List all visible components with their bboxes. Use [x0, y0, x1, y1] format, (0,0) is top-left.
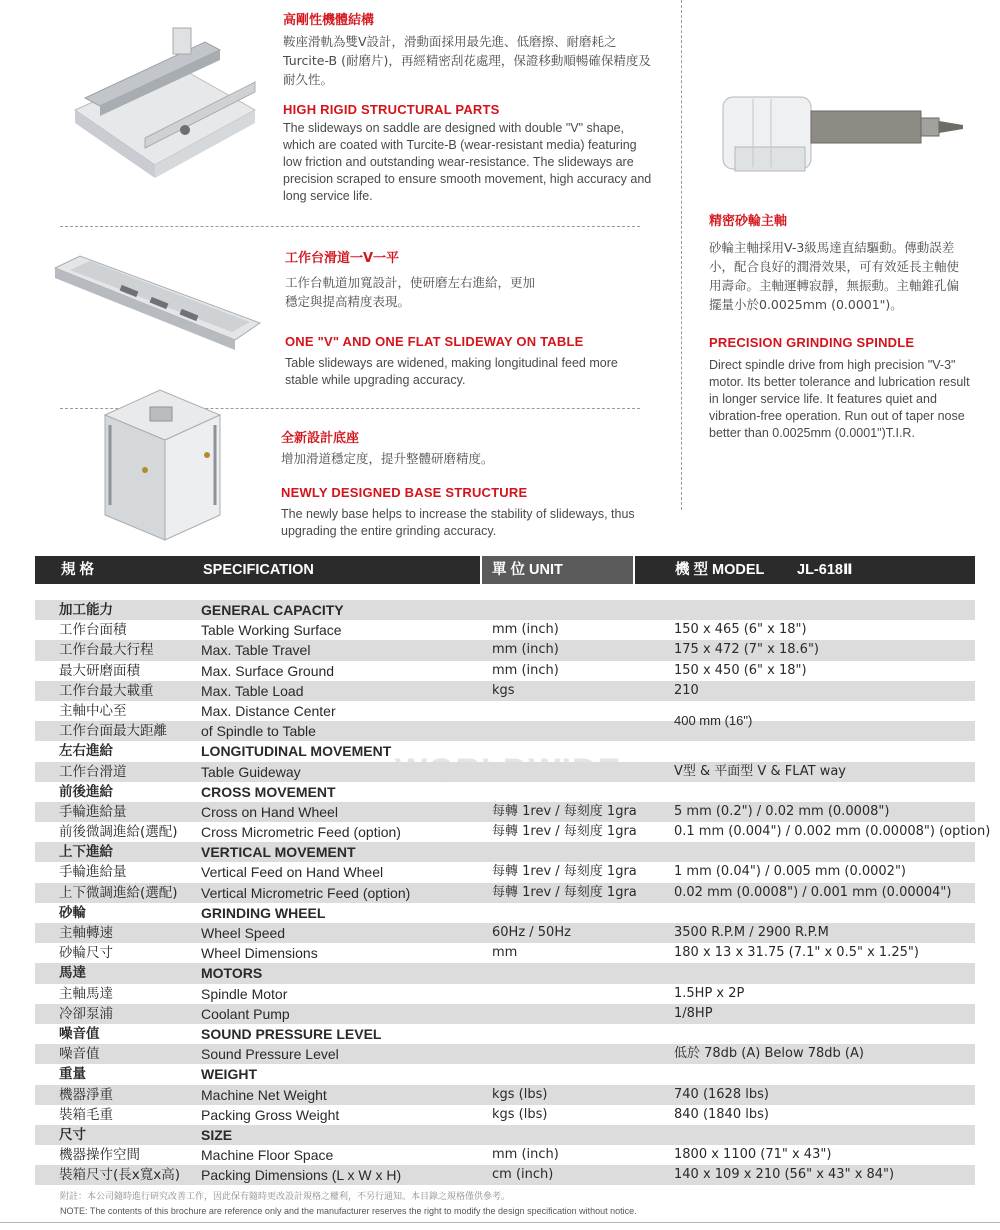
- spec-row: [35, 762, 975, 782]
- spec-zh-cell: 加工能力: [59, 602, 113, 618]
- spindle-photo: [715, 85, 970, 180]
- spec-zh-cell: 工作台面積: [59, 622, 127, 639]
- spec-section-row: [35, 903, 975, 923]
- spec-row: [35, 640, 975, 660]
- spec-unit-cell: kgs (lbs): [492, 1086, 548, 1102]
- spec-unit-cell: 每轉 1rev / 每刻度 1gra: [492, 864, 637, 880]
- spec-en-cell: GENERAL CAPACITY: [201, 602, 344, 618]
- spec-unit-cell: mm (inch): [492, 1147, 559, 1163]
- spec-model-cell: 840 (1840 lbs): [674, 1106, 769, 1122]
- spec-en-cell: Vertical Micrometric Feed (option): [201, 884, 411, 901]
- spec-zh-cell: 裝箱毛重: [59, 1106, 113, 1123]
- spec-model-cell: 1.5HP x 2P: [674, 985, 745, 1001]
- spec-section-row: [35, 1024, 975, 1044]
- spec-en-cell: Cross Micrometric Feed (option): [201, 824, 401, 841]
- spec-zh-cell: 裝箱尺寸(長x寬x高): [59, 1167, 181, 1184]
- spec-model-cell: 140 x 109 x 210 (56" x 43" x 84"): [674, 1167, 895, 1183]
- spec-en-cell: Cross on Hand Wheel: [201, 803, 338, 820]
- header-en: SPECIFICATION: [203, 562, 314, 578]
- spec-en-cell: Wheel Dimensions: [201, 945, 318, 962]
- spec-zh-cell: 手輪進給量: [59, 803, 127, 820]
- notes: [60, 1190, 637, 1218]
- spec-unit-cell: mm (inch): [492, 642, 559, 658]
- note-en: NOTE: The contents of this brochure are reference only and the manufacturer reserves the right to modify the design specification without notice.: [60, 1206, 637, 1216]
- spec-row: [35, 620, 975, 640]
- spec-model-cell: 210: [674, 682, 699, 698]
- table-text-block: [285, 250, 625, 389]
- spec-zh-cell: 上下微調進給(選配): [59, 884, 178, 901]
- spindle-zh-body: 砂輪主軸採用V-3級馬達直結驅動。傳動誤差小，配合良好的潤滑效果，可有效延長主軸使用壽命。主軸運轉寂靜，無振動。主軸錐孔偏擺量小於0.0025mm (0.0001")。: [709, 240, 960, 312]
- rigid-text-block: [283, 12, 655, 205]
- spec-section-row: [35, 842, 975, 862]
- spec-section-row: [35, 1064, 975, 1084]
- spec-zh-cell: 工作台滑道: [59, 763, 127, 780]
- header-unit: 單 位 UNIT: [482, 556, 633, 584]
- spec-en-cell: Table Guideway: [201, 763, 301, 780]
- bottom-rule: [0, 1222, 1000, 1223]
- spec-row: [35, 883, 975, 903]
- spec-row: [35, 701, 975, 721]
- spec-model-cell: 150 x 450 (6" x 18"): [674, 662, 807, 678]
- spec-zh-cell: 工作台最大載重: [59, 682, 154, 699]
- base-zh-title: 全新設計底座: [281, 431, 360, 446]
- spec-en-cell: Coolant Pump: [201, 1005, 290, 1022]
- spec-en-cell: Spindle Motor: [201, 985, 288, 1002]
- spec-model-cell: 1/8HP: [674, 1005, 713, 1021]
- spec-zh-cell: 砂輪: [59, 904, 86, 921]
- spec-zh-cell: 主軸轉速: [59, 925, 113, 941]
- spec-section-row: [35, 1125, 975, 1145]
- spec-zh-cell: 前後進給: [59, 783, 113, 800]
- rigid-zh-title: 高剛性機體結構: [283, 13, 375, 28]
- spec-unit-cell: cm (inch): [492, 1167, 554, 1183]
- spec-en-cell: VERTICAL MOVEMENT: [201, 844, 356, 861]
- spec-en-cell: Sound Pressure Level: [201, 1046, 339, 1063]
- header-model-label: 機 型 MODEL: [675, 562, 765, 578]
- spec-en-cell: GRINDING WHEEL: [201, 904, 326, 921]
- spec-en-cell: SIZE: [201, 1126, 233, 1143]
- spec-row: [35, 984, 975, 1004]
- spec-zh-cell: 最大研磨面積: [59, 662, 140, 679]
- spec-model-cell: 0.1 mm (0.004") / 0.002 mm (0.00008") (option): [674, 824, 991, 840]
- spec-unit-cell: kgs (lbs): [492, 1106, 548, 1122]
- spec-unit-cell: mm (inch): [492, 662, 559, 678]
- spec-section-row: [35, 600, 975, 620]
- spec-en-cell: Max. Distance Center: [201, 702, 336, 719]
- spec-en-cell: CROSS MOVEMENT: [201, 783, 336, 800]
- spec-zh-cell: 機器操作空間: [59, 1147, 140, 1164]
- base-en-body: The newly base helps to increase the stability of slideways, thus upgrading the entire grinding accuracy.: [281, 507, 635, 538]
- spindle-text-block: [709, 213, 971, 442]
- base-text-block: [281, 430, 651, 540]
- spec-row: [35, 1044, 975, 1064]
- spec-zh-cell: 馬達: [59, 965, 86, 982]
- spec-row: [35, 943, 975, 963]
- spec-row: [35, 1105, 975, 1125]
- spec-en-cell: Max. Table Travel: [201, 642, 311, 659]
- base-zh-body: 增加滑道穩定度，提升整體研磨精度。: [281, 451, 494, 466]
- spec-section-row: [35, 741, 975, 761]
- spec-zh-cell: 尺寸: [59, 1126, 86, 1143]
- spec-en-cell: Vertical Feed on Hand Wheel: [201, 864, 384, 881]
- base-photo: [95, 385, 225, 545]
- base-en-title: NEWLY DESIGNED BASE STRUCTURE: [281, 485, 528, 500]
- spec-row: [35, 802, 975, 822]
- spec-model-cell: 1 mm (0.04") / 0.005 mm (0.0002"): [674, 864, 906, 880]
- spec-en-cell: Max. Table Load: [201, 682, 304, 699]
- spec-zh-cell: 重量: [59, 1066, 86, 1083]
- spec-unit-cell: 每轉 1rev / 每刻度 1gra: [492, 824, 637, 840]
- header-zh: 規 格: [61, 562, 95, 578]
- column-divider: [681, 0, 682, 510]
- spec-en-cell: Machine Floor Space: [201, 1147, 334, 1164]
- spec-zh-cell: 左右進給: [59, 743, 113, 760]
- spec-unit-cell: mm (inch): [492, 622, 559, 638]
- spec-unit-cell: kgs: [492, 682, 515, 698]
- rigid-en-body: The slideways on saddle are designed with double "V" shape, which are coated with Turcite-B (wear-resistant media) featuring low friction and outstanding wear-resistance. The slideways are precision scraped to ensure smooth movement, high accuracy and long service life.: [283, 121, 652, 203]
- spec-row: [35, 721, 975, 741]
- table-slideway-photo: [50, 248, 265, 353]
- spec-en-cell: Wheel Speed: [201, 925, 286, 941]
- spec-zh-cell: 工作台最大行程: [59, 642, 154, 659]
- spec-zh-cell: 砂輪尺寸: [59, 945, 113, 962]
- spec-en-cell: Max. Surface Ground: [201, 662, 335, 679]
- spec-header: [35, 556, 975, 584]
- spec-zh-cell: 主軸中心至: [59, 702, 127, 719]
- spec-model-cell: 180 x 13 x 31.75 (7.1" x 0.5" x 1.25"): [674, 945, 919, 961]
- spec-en-cell: MOTORS: [201, 965, 263, 982]
- spec-en-cell: Table Working Surface: [201, 622, 342, 639]
- spec-zh-cell: 冷卻泵浦: [59, 1005, 113, 1022]
- spec-model-cell: 150 x 465 (6" x 18"): [674, 622, 807, 638]
- spec-model-cell: 5 mm (0.2") / 0.02 mm (0.0008"): [674, 803, 890, 819]
- spec-zh-cell: 上下進給: [59, 844, 113, 861]
- spec-en-cell: Packing Dimensions (L x W x H): [201, 1167, 402, 1184]
- spec-model-cell: 3500 R.P.M / 2900 R.P.M: [674, 925, 829, 940]
- spec-model-cell: 低於 78db (A) Below 78db (A): [674, 1046, 864, 1062]
- spec-row: [35, 661, 975, 681]
- spec-row: [35, 1004, 975, 1024]
- rigid-en-title: HIGH RIGID STRUCTURAL PARTS: [283, 102, 500, 117]
- spec-zh-cell: 手輪進給量: [59, 864, 127, 881]
- spec-table: [35, 600, 991, 1185]
- spec-unit-cell: mm: [492, 945, 518, 961]
- note-zh: 附註：本公司隨時進行研究改善工作，因此保有隨時更改設計規格之權利，不另行通知。本目錄之規格僅供參考。: [60, 1192, 511, 1202]
- spec-unit-cell: 60Hz / 50Hz: [492, 925, 571, 940]
- spindle-en-title: PRECISION GRINDING SPINDLE: [709, 335, 915, 350]
- spec-unit-cell: 每轉 1rev / 每刻度 1gra: [492, 884, 637, 900]
- saddle-photo: [55, 20, 270, 185]
- table-zh-body: 工作台軌道加寬設計，使研磨左右進給，更加穩定與提高精度表現。: [285, 275, 536, 309]
- table-zh-title: 工作台滑道一V一平: [285, 251, 400, 266]
- spec-unit-cell: 每轉 1rev / 每刻度 1gra: [492, 803, 637, 819]
- spec-section-row: [35, 963, 975, 983]
- spec-zh-cell: 噪音值: [59, 1046, 100, 1063]
- spec-model-cell: 175 x 472 (7" x 18.6"): [674, 642, 819, 658]
- spec-model-cell: 740 (1628 lbs): [674, 1086, 769, 1102]
- header-model-name: JL-618Ⅱ: [797, 562, 853, 578]
- spindle-zh-title: 精密砂輪主軸: [709, 214, 788, 229]
- spec-zh-cell: 前後微調進給(選配): [59, 824, 178, 841]
- spindle-en-body: Direct spindle drive from high precision "V-3" motor. Its better tolerance and lubrication result in longer service life. It features quiet and vibration-free operation. Run out of taper nose better than 0.0025mm (0.0001")T.I.R.: [709, 358, 970, 440]
- spec-en-cell: WEIGHT: [201, 1066, 257, 1083]
- spec-zh-cell: 工作台面最大距離: [59, 723, 167, 740]
- divider: [60, 226, 640, 227]
- spec-row: [35, 923, 975, 943]
- spec-section-row: [35, 782, 975, 802]
- distance-value: 400 mm (16"): [674, 713, 753, 728]
- spec-row: [35, 681, 975, 701]
- rigid-zh-body: 鞍座滑軌為雙V設計，滑動面採用最先進、低磨擦、耐磨耗之Turcite-B (耐磨片)，再經精密刮花處理，保證移動順暢確保精度及耐久性。: [283, 34, 651, 87]
- spec-model-cell: 1800 x 1100 (71" x 43"): [674, 1147, 832, 1163]
- spec-en-cell: Packing Gross Weight: [201, 1106, 340, 1123]
- table-en-body: Table slideways are widened, making longitudinal feed more stable while upgrading accuracy.: [285, 356, 618, 387]
- table-en-title: ONE "V" AND ONE FLAT SLIDEWAY ON TABLE: [285, 334, 584, 349]
- spec-row: [35, 1145, 975, 1165]
- spec-en-cell: SOUND PRESSURE LEVEL: [201, 1025, 382, 1042]
- spec-row: [35, 822, 991, 842]
- spec-zh-cell: 主軸馬達: [59, 985, 113, 1002]
- spec-row: [35, 862, 975, 882]
- spec-en-cell: LONGITUDINAL MOVEMENT: [201, 743, 392, 760]
- spec-zh-cell: 噪音值: [59, 1025, 100, 1042]
- spec-row: [35, 1085, 975, 1105]
- spec-en-cell: of Spindle to Table: [201, 723, 316, 740]
- spec-model-cell: V型 & 平面型 V & FLAT way: [674, 763, 846, 779]
- spec-zh-cell: 機器淨重: [59, 1086, 113, 1103]
- spec-model-cell: 0.02 mm (0.0008") / 0.001 mm (0.00004"): [674, 884, 952, 900]
- spec-row: [35, 1165, 975, 1185]
- spec-en-cell: Machine Net Weight: [201, 1086, 327, 1103]
